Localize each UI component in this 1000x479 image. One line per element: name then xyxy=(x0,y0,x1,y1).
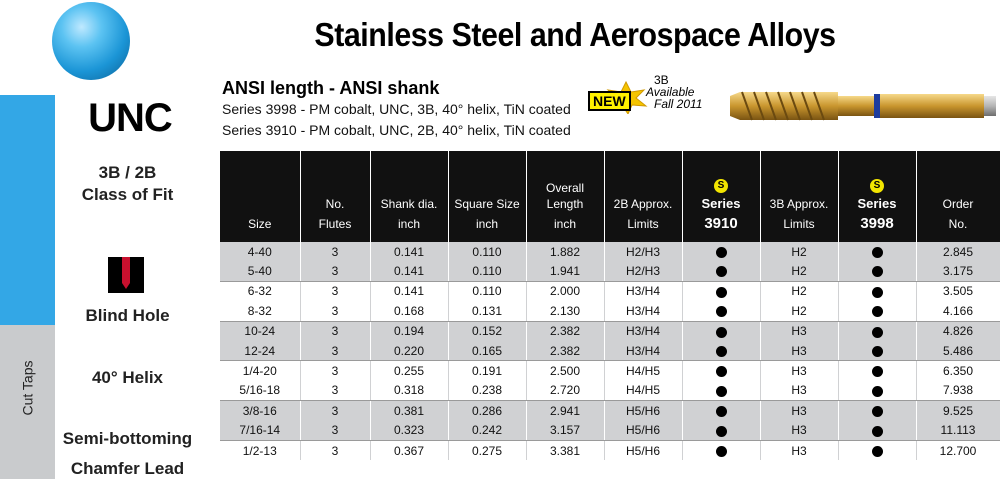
table-cell: 0.275 xyxy=(448,440,526,460)
availability-dot-icon xyxy=(872,266,883,277)
table-cell: 6-32 xyxy=(220,281,300,301)
side-tab-label: Cut Taps xyxy=(19,360,35,416)
availability-dot-icon xyxy=(716,306,727,317)
blue-sphere-logo xyxy=(52,2,130,80)
series-description-1: Series 3998 - PM cobalt, UNC, 3B, 40° helix, TiN coated xyxy=(222,101,571,117)
availability-dot-icon xyxy=(872,306,883,317)
table-cell xyxy=(838,281,916,301)
table-cell: 3.175 xyxy=(916,261,1000,281)
table-row xyxy=(220,321,1000,341)
chamfer-line1: Semi-bottoming xyxy=(62,429,193,448)
table-cell: H5/H6 xyxy=(604,440,682,460)
table-cell: 0.381 xyxy=(370,401,448,421)
col-size: Size xyxy=(220,151,300,242)
tap-tool-image xyxy=(728,82,998,130)
page-title: Stainless Steel and Aerospace Alloys xyxy=(314,16,836,53)
table-cell: H3/H4 xyxy=(604,321,682,341)
table-cell: 1.941 xyxy=(526,261,604,281)
table-cell: 3 xyxy=(300,341,370,361)
section-subtitle: ANSI length - ANSI shank xyxy=(222,78,440,98)
col-flutes: No. Flutes xyxy=(300,151,370,242)
availability-dot-icon xyxy=(716,266,727,277)
table-cell: 0.194 xyxy=(370,321,448,341)
col-square-size: Square Size inch xyxy=(448,151,526,242)
table-cell: 12.700 xyxy=(916,440,1000,460)
table-cell xyxy=(682,361,760,381)
table-cell xyxy=(838,301,916,321)
availability-dot-icon xyxy=(872,426,883,437)
table-cell xyxy=(682,242,760,261)
col-series-3998: S Series 3998 xyxy=(838,151,916,242)
table-row xyxy=(220,381,1000,401)
availability-dot-icon xyxy=(872,287,883,298)
table-cell: 1/4-20 xyxy=(220,361,300,381)
table-cell: 5.486 xyxy=(916,341,1000,361)
table-cell xyxy=(682,261,760,281)
table-row xyxy=(220,341,1000,361)
table-cell: H2 xyxy=(760,242,838,261)
table-cell: 2.500 xyxy=(526,361,604,381)
table-cell: 0.152 xyxy=(448,321,526,341)
side-tab-label-wrap xyxy=(3,358,51,418)
availability-note xyxy=(646,74,702,110)
availability-dot-icon xyxy=(872,386,883,397)
table-cell: H3 xyxy=(760,341,838,361)
table-row xyxy=(220,440,1000,460)
table-cell: 2.941 xyxy=(526,401,604,421)
table-cell xyxy=(838,242,916,261)
col-order-no: Order No. xyxy=(916,151,1000,242)
availability-dot-icon xyxy=(716,366,727,377)
table-cell: 2.382 xyxy=(526,341,604,361)
availability-dot-icon xyxy=(716,426,727,437)
class-of-fit-line2: Class of Fit xyxy=(81,185,174,204)
availability-dot-icon xyxy=(872,247,883,258)
table-cell: 0.131 xyxy=(448,301,526,321)
table-cell xyxy=(838,261,916,281)
table-cell: H5/H6 xyxy=(604,401,682,421)
table-cell: 3 xyxy=(300,440,370,460)
table-row xyxy=(220,242,1000,261)
table-cell xyxy=(838,421,916,441)
table-cell xyxy=(682,301,760,321)
table-cell: H3 xyxy=(760,440,838,460)
table-cell: 6.350 xyxy=(916,361,1000,381)
table-cell: 2.130 xyxy=(526,301,604,321)
table-cell: H4/H5 xyxy=(604,381,682,401)
table-cell: 3 xyxy=(300,381,370,401)
table-cell: 3 xyxy=(300,321,370,341)
table-cell: 4.826 xyxy=(916,321,1000,341)
availability-dot-icon xyxy=(716,386,727,397)
table-cell: 0.110 xyxy=(448,242,526,261)
table-cell: 2.845 xyxy=(916,242,1000,261)
table-cell: 8-32 xyxy=(220,301,300,321)
thread-type: UNC xyxy=(88,96,172,140)
table-header-row xyxy=(220,151,1000,242)
table-cell: H3 xyxy=(760,381,838,401)
table-cell: H3 xyxy=(760,321,838,341)
table-cell xyxy=(838,321,916,341)
table-row xyxy=(220,401,1000,421)
table-cell: 3 xyxy=(300,261,370,281)
table-cell: 2.000 xyxy=(526,281,604,301)
tap-specification-table xyxy=(220,151,1000,460)
series-s-icon: S xyxy=(714,179,728,193)
table-cell: 5-40 xyxy=(220,261,300,281)
table-cell: H3 xyxy=(760,361,838,381)
table-cell: 0.110 xyxy=(448,281,526,301)
availability-dot-icon xyxy=(716,287,727,298)
table-cell: 0.255 xyxy=(370,361,448,381)
table-cell: 0.110 xyxy=(448,261,526,281)
availability-dot-icon xyxy=(716,406,727,417)
table-cell: 3.157 xyxy=(526,421,604,441)
table-cell: H2 xyxy=(760,301,838,321)
table-cell: 0.141 xyxy=(370,281,448,301)
table-cell: H2/H3 xyxy=(604,242,682,261)
col-3b-limits: 3B Approx. Limits xyxy=(760,151,838,242)
table-cell xyxy=(838,341,916,361)
table-cell: 3.505 xyxy=(916,281,1000,301)
table-cell: H3 xyxy=(760,401,838,421)
table-cell: 3 xyxy=(300,361,370,381)
availability-dot-icon xyxy=(716,247,727,258)
table-cell: 9.525 xyxy=(916,401,1000,421)
table-cell: 4-40 xyxy=(220,242,300,261)
table-cell: 0.141 xyxy=(370,242,448,261)
table-row xyxy=(220,421,1000,441)
availability-dot-icon xyxy=(872,327,883,338)
table-cell: 11.113 xyxy=(916,421,1000,441)
series-s-icon: S xyxy=(870,179,884,193)
table-cell: 3 xyxy=(300,281,370,301)
availability-date: Fall 2011 xyxy=(654,97,703,111)
table-cell xyxy=(682,421,760,441)
table-cell: 3 xyxy=(300,242,370,261)
table-cell xyxy=(682,321,760,341)
availability-dot-icon xyxy=(716,327,727,338)
table-cell: H3/H4 xyxy=(604,301,682,321)
table-cell: 1/2-13 xyxy=(220,440,300,460)
table-cell: 7/16-14 xyxy=(220,421,300,441)
table-cell xyxy=(682,440,760,460)
table-cell: 0.242 xyxy=(448,421,526,441)
table-cell: 2.382 xyxy=(526,321,604,341)
hole-type-label: Blind Hole xyxy=(85,306,170,325)
table-cell: 3.381 xyxy=(526,440,604,460)
table-cell: 0.367 xyxy=(370,440,448,460)
table-cell: 12-24 xyxy=(220,341,300,361)
table-cell: 3 xyxy=(300,401,370,421)
availability-dot-icon xyxy=(716,346,727,357)
availability-class: 3B xyxy=(654,73,669,87)
table-cell: 0.168 xyxy=(370,301,448,321)
table-cell: 3/8-16 xyxy=(220,401,300,421)
availability-text: Available xyxy=(646,85,695,99)
table-cell: 0.141 xyxy=(370,261,448,281)
availability-dot-icon xyxy=(872,446,883,457)
table-cell: 0.318 xyxy=(370,381,448,401)
table-cell xyxy=(838,381,916,401)
availability-dot-icon xyxy=(872,406,883,417)
class-of-fit-line1: 3B / 2B xyxy=(98,163,157,182)
table-cell xyxy=(838,401,916,421)
table-cell: 3 xyxy=(300,421,370,441)
table-row xyxy=(220,301,1000,321)
table-cell: H3/H4 xyxy=(604,281,682,301)
col-series-3910: S Series 3910 xyxy=(682,151,760,242)
series-description-2: Series 3910 - PM cobalt, UNC, 2B, 40° helix, TiN coated xyxy=(222,122,571,138)
table-row xyxy=(220,281,1000,301)
table-cell: 10-24 xyxy=(220,321,300,341)
new-badge: NEW xyxy=(588,91,631,111)
table-cell: 0.323 xyxy=(370,421,448,441)
table-row xyxy=(220,361,1000,381)
table-cell xyxy=(838,361,916,381)
availability-dot-icon xyxy=(716,446,727,457)
table-cell xyxy=(682,281,760,301)
table-cell xyxy=(838,440,916,460)
col-overall-length: Overall Length inch xyxy=(526,151,604,242)
table-cell xyxy=(682,341,760,361)
table-cell xyxy=(682,381,760,401)
table-cell: 3 xyxy=(300,301,370,321)
availability-dot-icon xyxy=(872,366,883,377)
table-cell: 0.220 xyxy=(370,341,448,361)
table-cell: 0.191 xyxy=(448,361,526,381)
table-cell: 0.286 xyxy=(448,401,526,421)
table-cell: H5/H6 xyxy=(604,421,682,441)
col-shank-dia: Shank dia. inch xyxy=(370,151,448,242)
blind-hole-icon xyxy=(108,257,144,293)
table-cell: H2 xyxy=(760,281,838,301)
table-cell: H2/H3 xyxy=(604,261,682,281)
table-row xyxy=(220,261,1000,281)
side-color-bar xyxy=(0,95,55,325)
table-cell: H2 xyxy=(760,261,838,281)
table-cell: 5/16-18 xyxy=(220,381,300,401)
table-cell: 4.166 xyxy=(916,301,1000,321)
table-cell: 1.882 xyxy=(526,242,604,261)
table-cell: H3/H4 xyxy=(604,341,682,361)
table-cell xyxy=(682,401,760,421)
helix-label: 40° Helix xyxy=(91,368,164,387)
table-cell: H4/H5 xyxy=(604,361,682,381)
chamfer-line2: Chamfer Lead xyxy=(70,459,185,478)
col-2b-limits: 2B Approx. Limits xyxy=(604,151,682,242)
table-cell: 7.938 xyxy=(916,381,1000,401)
availability-dot-icon xyxy=(872,346,883,357)
table-cell: H3 xyxy=(760,421,838,441)
table-cell: 0.165 xyxy=(448,341,526,361)
table-cell: 0.238 xyxy=(448,381,526,401)
table-cell: 2.720 xyxy=(526,381,604,401)
